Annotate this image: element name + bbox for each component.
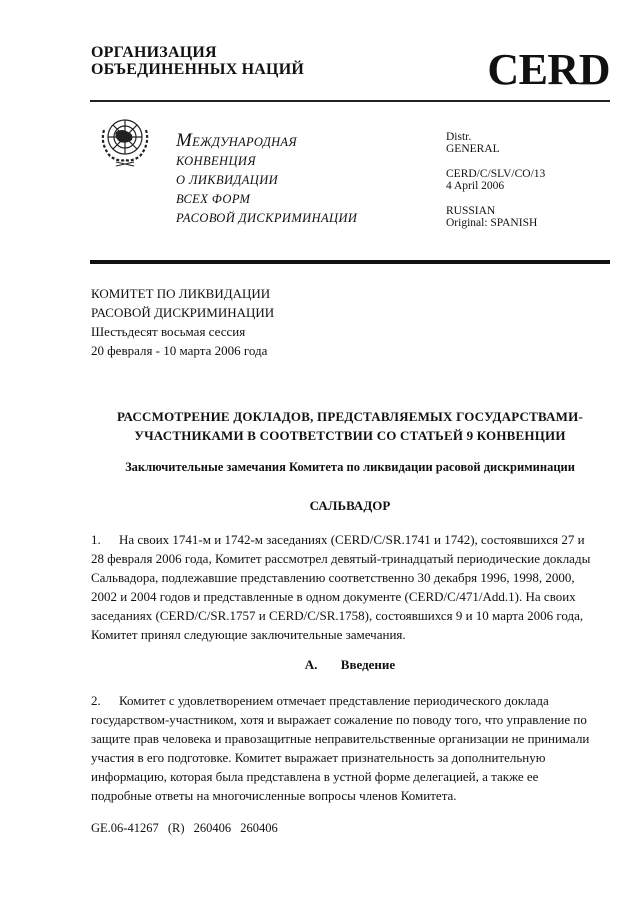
document-date: 4 April 2006 — [446, 180, 505, 192]
paragraph-line: 28 февраля 2006 года, Комитет рассмотрел девятый-тринадцатый периодические доклады — [91, 551, 591, 566]
paragraph-number: 1. — [91, 532, 101, 547]
section-heading-a — [90, 657, 610, 673]
session-name: Шестьдесят восьмая сессия — [91, 324, 246, 339]
paragraph-line: государством-участником, хотя и выражает сожаление по поводу того, что управление по — [91, 712, 587, 727]
job-number: GE.06-41267 — [91, 821, 159, 835]
session-dates: 20 февраля - 10 марта 2006 года — [91, 343, 268, 358]
original-language: Original: SPANISH — [446, 217, 538, 229]
document-subtitle: Заключительные замечания Комитета по ликвидации расовой дискриминации — [125, 460, 575, 474]
country-heading: САЛЬВАДОР — [309, 498, 391, 513]
footer-date-1: 260406 — [193, 821, 232, 835]
convention-line-1: МЕЖДУНАРОДНАЯ — [176, 130, 297, 151]
convention-line-2: КОНВЕНЦИЯ — [176, 154, 256, 168]
document-title — [90, 407, 610, 445]
title-line-2: УЧАСТНИКАМИ В СООТВЕТСТВИИ СО СТАТЬЕЙ 9 КОНВЕНЦИИ — [134, 428, 566, 443]
document-language: RUSSIAN — [446, 205, 496, 217]
committee-block — [91, 284, 274, 360]
paragraph-2 — [91, 691, 611, 805]
convention-title — [176, 131, 357, 228]
distribution-block — [446, 131, 545, 229]
distr-label: Distr. — [446, 131, 472, 143]
masthead-divider — [90, 260, 610, 264]
footer-date-2: 260406 — [240, 821, 278, 835]
paragraph-line: защите прав человека и правозащитные неправительственные организации не принимали — [91, 731, 590, 746]
section-title: Введение — [340, 657, 396, 672]
paragraph-line: 1. На своих 1741-м и 1742-м заседаниях (CERD/C/SR.1741 и 1742), состоявшихся 27 и — [91, 532, 585, 547]
paragraph-1 — [91, 530, 611, 644]
un-emblem-icon — [94, 110, 156, 172]
paragraph-number: 2. — [91, 693, 101, 708]
document-symbol: CERD/C/SLV/CO/13 — [446, 168, 546, 180]
footer-job-number — [91, 821, 278, 836]
organization-line-2: ОБЪЕДИНЕННЫХ НАЦИЙ — [91, 61, 304, 78]
section-letter: A. — [304, 657, 318, 672]
organization-name — [91, 44, 304, 78]
paragraph-line: Комитет принял следующие заключительные замечания. — [91, 627, 406, 642]
paragraph-line: участия в его подготовке. Комитет выражает признательность за дополнительную — [91, 750, 546, 765]
paragraph-line: информацию, которая была представлена в устной форме делегацией, а также ее — [91, 769, 539, 784]
convention-line-4: ВСЕХ ФОРМ — [176, 192, 251, 206]
convention-line-5: РАСОВОЙ ДИСКРИМИНАЦИИ — [176, 211, 358, 225]
paragraph-line: 2002 и 2004 годов и представленные в одном документе (CERD/C/471/Add.1). На своих — [91, 589, 576, 604]
language-code: (R) — [167, 821, 185, 835]
paragraph-line: Сальвадора, подлежавшие представлению соответственно 30 декабря 1996, 1998, 2000, — [91, 570, 575, 585]
paragraph-line: заседаниях (CERD/C/SR.1757 и CERD/C/SR.1758), состоявшихся 9 и 10 марта 2006 года, — [91, 608, 584, 623]
convention-line-3: О ЛИКВИДАЦИИ — [176, 173, 279, 187]
committee-line-2: РАСОВОЙ ДИСКРИМИНАЦИИ — [91, 305, 275, 320]
title-line-1: РАССМОТРЕНИЕ ДОКЛАДОВ, ПРЕДСТАВЛЯЕМЫХ ГОСУДАРСТВАМИ- — [117, 409, 583, 424]
series-code: CERD — [487, 45, 610, 94]
paragraph-line: 2. Комитет с удовлетворением отмечает представление периодического доклада — [91, 693, 549, 708]
organization-line-1: ОРГАНИЗАЦИЯ — [91, 44, 217, 61]
header-divider — [90, 100, 610, 102]
distr-type: GENERAL — [446, 143, 500, 155]
committee-line-1: КОМИТЕТ ПО ЛИКВИДАЦИИ — [91, 286, 271, 301]
paragraph-line: подробные ответы на многочисленные вопросы членов Комитета. — [91, 788, 457, 803]
